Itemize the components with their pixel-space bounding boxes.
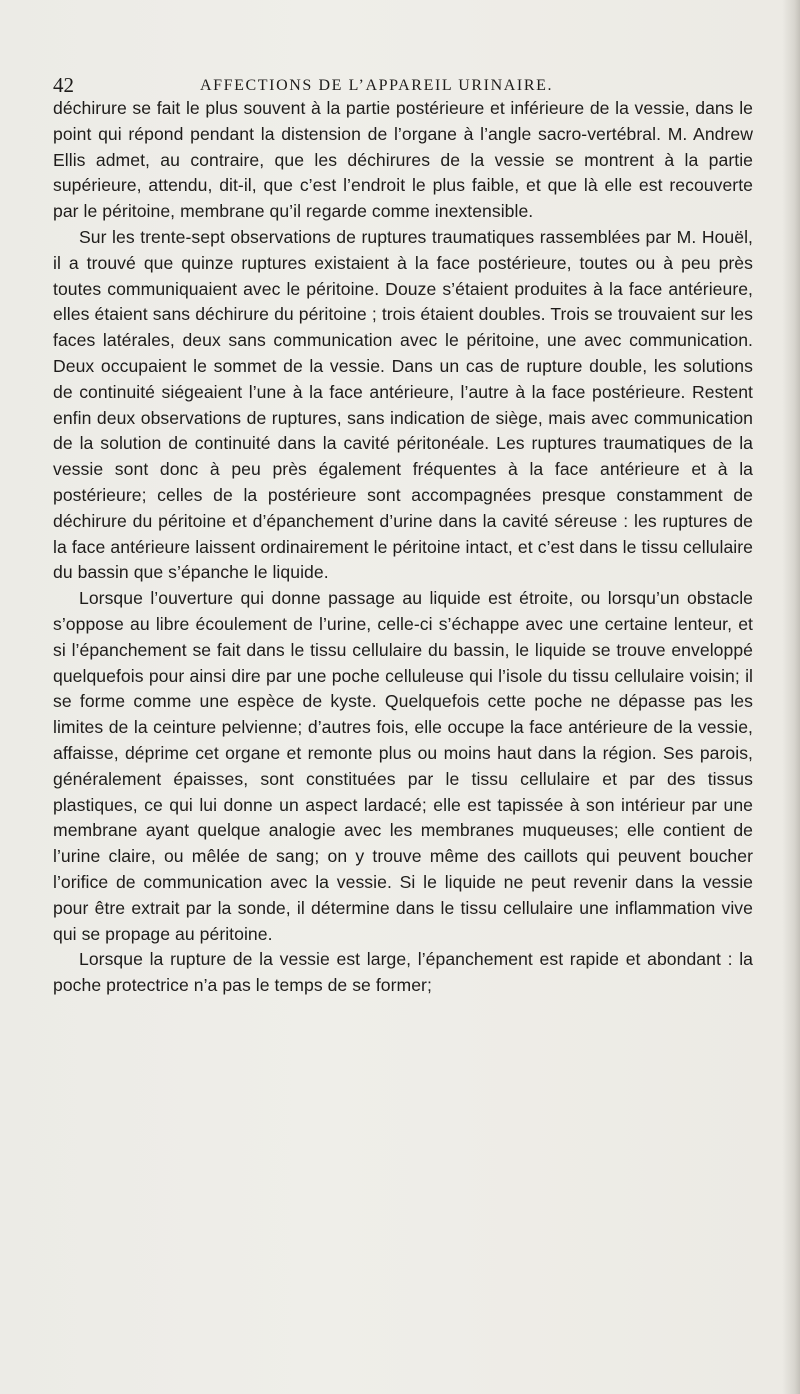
running-head: AFFECTIONS DE L’APPAREIL URINAIRE. (200, 77, 554, 94)
page-edge-shadow (782, 0, 800, 1394)
page-number: 42 (53, 73, 74, 97)
page-header (53, 74, 753, 96)
paragraph-continuation: déchirure se fait le plus souvent à la partie postérieure et inférieure de la vessie, dans le point qui répond pendant la distension de l’organe à l’angle sacro-vertébral. M. Andrew Ellis admet, au contraire, que les déchirures de la vessie se montrent à la partie supérieure, attendu, dit-il, que c’est l’endroit le plus faible, et que là elle est recouverte par le péritoine, membrane qu’il regarde comme inextensible. (53, 98, 753, 222)
paragraph-narrow-opening: Lorsque l’ouverture qui donne passage au liquide est étroite, ou lorsqu’un obstacle s’oppose au libre écoulement de l’urine, celle-ci s’échappe avec une certaine lenteur, et si l’épanchement se fait dans le tissu cellulaire du bassin, le liquide se trouve enveloppé quelquefois pour ainsi dire par une poche celluleuse qui l’isole du tissu cellulaire voisin; il se forme comme une espèce de kyste. Quelquefois cette poche ne dépasse pas les limites de la ceinture pelvienne; d’autres fois, elle occupe la face antérieure de la vessie, affaisse, déprime cet organe et remonte plus ou moins haut dans la région. Ses parois, généralement épaisses, sont constituées par le tissu cellulaire et par des tissus plastiques, ce qui lui donne un aspect lardacé; elle est tapissée à son intérieur par une membrane ayant quelque analogie avec les membranes muqueuses; elle contient de l’urine claire, ou mêlée de sang; on y trouve même des caillots qui peuvent boucher l’orifice de communication avec la vessie. Si le liquide ne peut revenir dans la vessie pour être extrait par la sonde, il détermine dans le tissu cellulaire une inflammation vive qui se propage au péritoine. (53, 588, 753, 944)
body-text (53, 96, 753, 999)
paragraph-large-rupture: Lorsque la rupture de la vessie est large, l’épanchement est rapide et abondant : la poche protectrice n’a pas le temps de se former; (53, 949, 753, 996)
paragraph-observations: Sur les trente-sept observations de ruptures traumatiques rassemblées par M. Houël, il a trouvé que quinze ruptures existaient à la face postérieure, toutes ou à peu près toutes communiquaient avec le péritoine. Douze s’étaient produites à la face antérieure, elles étaient sans déchirure du péritoine ; trois étaient doubles. Trois se trouvaient sur les faces latérales, deux sans communication avec le péritoine, une avec communication. Deux occupaient le sommet de la vessie. Dans un cas de rupture double, les solutions de continuité siégeaient l’une à la face antérieure, l’autre à la face postérieure. Restent enfin deux observations de ruptures, sans indication de siège, mais avec communication de la solution de continuité dans la cavité péritonéale. Les ruptures traumatiques de la vessie sont donc à peu près également fréquentes à la face antérieure et à la postérieure; celles de la postérieure sont accompagnées presque constamment de déchirure du péritoine et d’épanchement d’urine dans la cavité séreuse : les ruptures de la face antérieure laissent ordinairement le péritoine intact, et c’est dans le tissu cellulaire du bassin que s’épanche le liquide. (53, 226, 753, 583)
